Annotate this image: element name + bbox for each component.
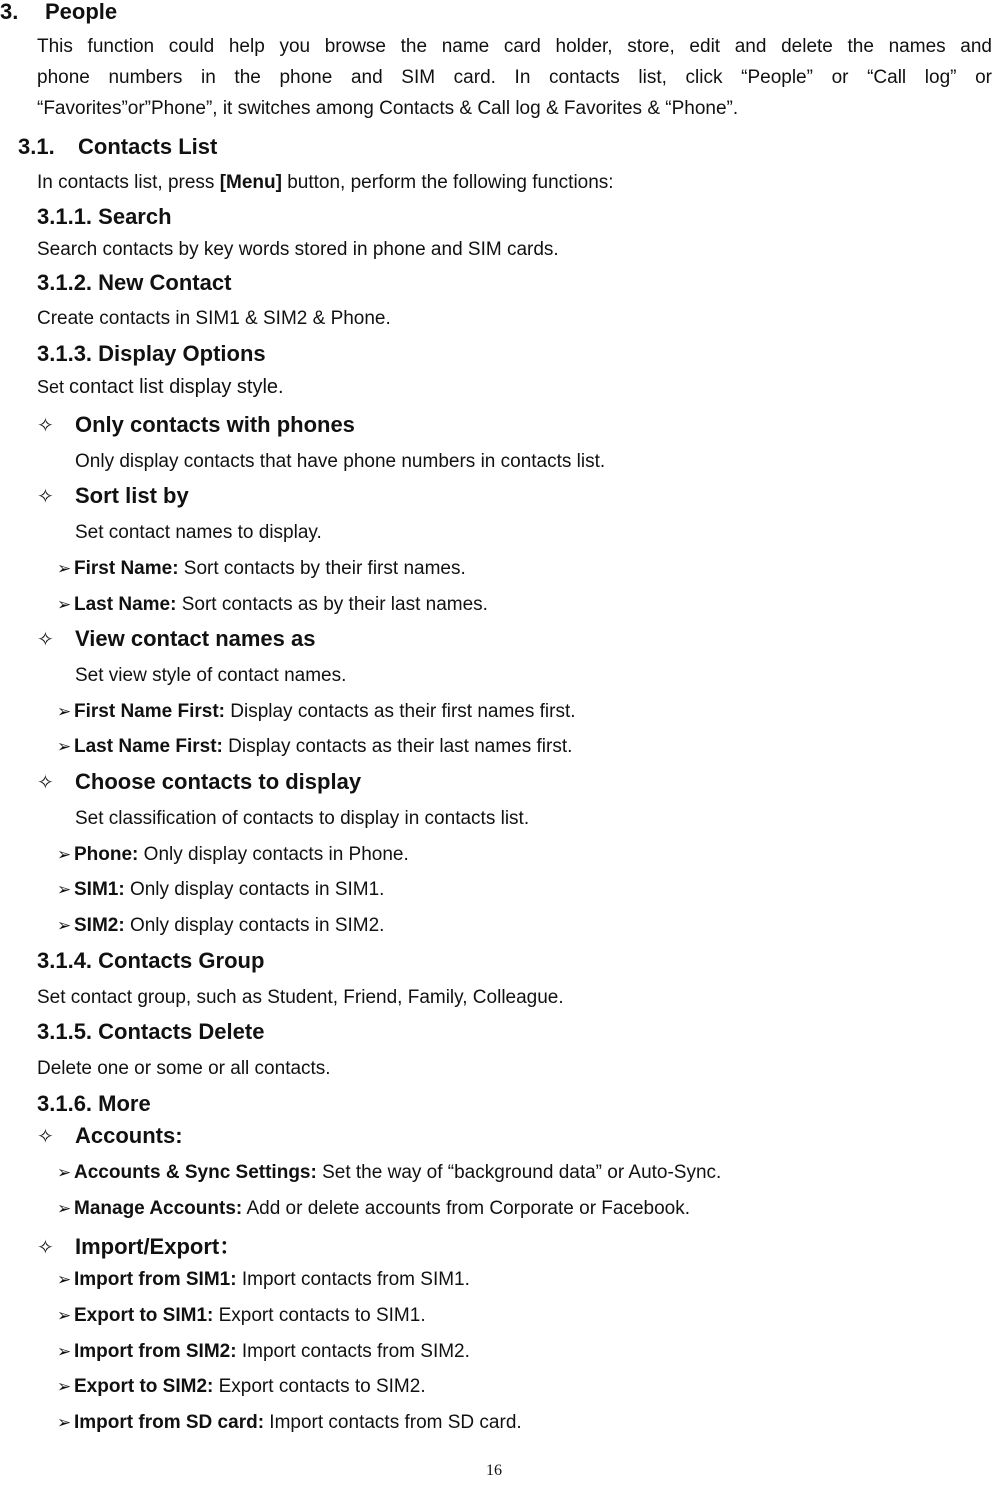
page-number: 16 [486, 1462, 502, 1479]
option-description: Set contact names to display. [75, 522, 322, 543]
new-contact-text: Create contacts in SIM1 & SIM2 & Phone. [37, 308, 391, 329]
sub-option-item: ➢ First Name: Sort contacts by their first names. [57, 558, 466, 579]
sub-option-item: ➢ Manage Accounts: Add or delete accounts from Corporate or Facebook. [57, 1198, 691, 1219]
arrow-bullet-icon: ➢ [57, 1377, 72, 1396]
sub-option-item: ➢ Import from SIM2: Import contacts from SIM2. [57, 1341, 470, 1362]
arrow-bullet-icon: ➢ [57, 916, 72, 935]
sub-option-item: ➢ Import from SD card: Import contacts from SD card. [57, 1412, 522, 1433]
arrow-bullet-icon: ➢ [57, 1270, 72, 1289]
section-heading [0, 0, 117, 25]
sub-option-item: ➢ Phone: Only display contacts in Phone. [57, 844, 409, 865]
arrow-bullet-icon: ➢ [57, 559, 72, 578]
contacts-delete-heading: 3.1.5. Contacts Delete [37, 1019, 265, 1044]
option-sort-list-by: ✧ Sort list by [37, 483, 189, 508]
subsection-number: 3.1. [18, 134, 55, 159]
option-description: Only display contacts that have phone numbers in contacts list. [75, 451, 606, 472]
arrow-bullet-icon: ➢ [57, 737, 72, 756]
menu-key-label: [Menu] [219, 172, 282, 193]
intro-line: “Favorites”or”Phone”, it switches among Contacts & Call log & Favorites & “Phone”. [37, 98, 739, 119]
option-import-export: ✧ Import/Export： [37, 1234, 242, 1259]
search-heading: 3.1.1. Search [37, 204, 172, 229]
search-text: Search contacts by key words stored in phone and SIM cards. [37, 239, 559, 260]
arrow-bullet-icon: ➢ [57, 1342, 72, 1361]
display-options-heading: 3.1.3. Display Options [37, 341, 266, 366]
arrow-bullet-icon: ➢ [57, 1413, 72, 1432]
intro-line: This function could help you browse the name card holder, store, edit and delete the names and [37, 36, 992, 57]
subsection-heading [18, 134, 217, 160]
sub-option-item: ➢ Export to SIM2: Export contacts to SIM2. [57, 1376, 426, 1397]
option-accounts: ✧ Accounts: [37, 1123, 183, 1148]
sub-option-item: ➢ Import from SIM1: Import contacts from SIM1. [57, 1269, 470, 1290]
contacts-list-intro: In contacts list, press [Menu] button, perform the following functions: [37, 172, 614, 193]
contacts-delete-text: Delete one or some or all contacts. [37, 1058, 331, 1079]
arrow-bullet-icon: ➢ [57, 880, 72, 899]
contacts-group-heading: 3.1.4. Contacts Group [37, 948, 265, 973]
sub-option-item: ➢ Accounts & Sync Settings: Set the way of “background data” or Auto-Sync. [57, 1162, 722, 1183]
option-only-contacts-with-phones: ✧ Only contacts with phones [37, 412, 355, 437]
new-contact-heading: 3.1.2. New Contact [37, 270, 232, 295]
sub-option-item: ➢ Last Name First: Display contacts as their last names first. [57, 736, 573, 757]
section-number: 3. [0, 0, 19, 24]
option-view-contact-names-as: ✧ View contact names as [37, 626, 316, 651]
intro-line: phone numbers in the phone and SIM card. In contacts list, click “People” or “Call log” or [37, 67, 992, 88]
contacts-group-text: Set contact group, such as Student, Friend, Family, Colleague. [37, 987, 564, 1008]
sub-option-item: ➢ SIM2: Only display contacts in SIM2. [57, 915, 385, 936]
diamond-bullet-icon: ✧ [37, 1126, 54, 1148]
option-description: Set classification of contacts to display in contacts list. [75, 808, 530, 829]
arrow-bullet-icon: ➢ [57, 845, 72, 864]
diamond-bullet-icon: ✧ [37, 772, 54, 794]
section-title: People [45, 0, 118, 24]
more-heading: 3.1.6. More [37, 1091, 151, 1116]
arrow-bullet-icon: ➢ [57, 1199, 72, 1218]
arrow-bullet-icon: ➢ [57, 595, 72, 614]
diamond-bullet-icon: ✧ [37, 1237, 54, 1259]
arrow-bullet-icon: ➢ [57, 702, 72, 721]
diamond-bullet-icon: ✧ [37, 629, 54, 651]
option-choose-contacts-to-display: ✧ Choose contacts to display [37, 769, 362, 794]
display-options-text: Set contact list display style. [37, 376, 284, 398]
diamond-bullet-icon: ✧ [37, 486, 54, 508]
option-description: Set view style of contact names. [75, 665, 347, 686]
arrow-bullet-icon: ➢ [57, 1163, 72, 1182]
arrow-bullet-icon: ➢ [57, 1306, 72, 1325]
subsection-title: Contacts List [78, 134, 218, 159]
sub-option-item: ➢ Last Name: Sort contacts as by their last names. [57, 594, 488, 615]
sub-option-item: ➢ First Name First: Display contacts as their first names first. [57, 701, 576, 722]
sub-option-item: ➢ Export to SIM1: Export contacts to SIM1. [57, 1305, 426, 1326]
diamond-bullet-icon: ✧ [37, 415, 54, 437]
sub-option-item: ➢ SIM1: Only display contacts in SIM1. [57, 879, 385, 900]
